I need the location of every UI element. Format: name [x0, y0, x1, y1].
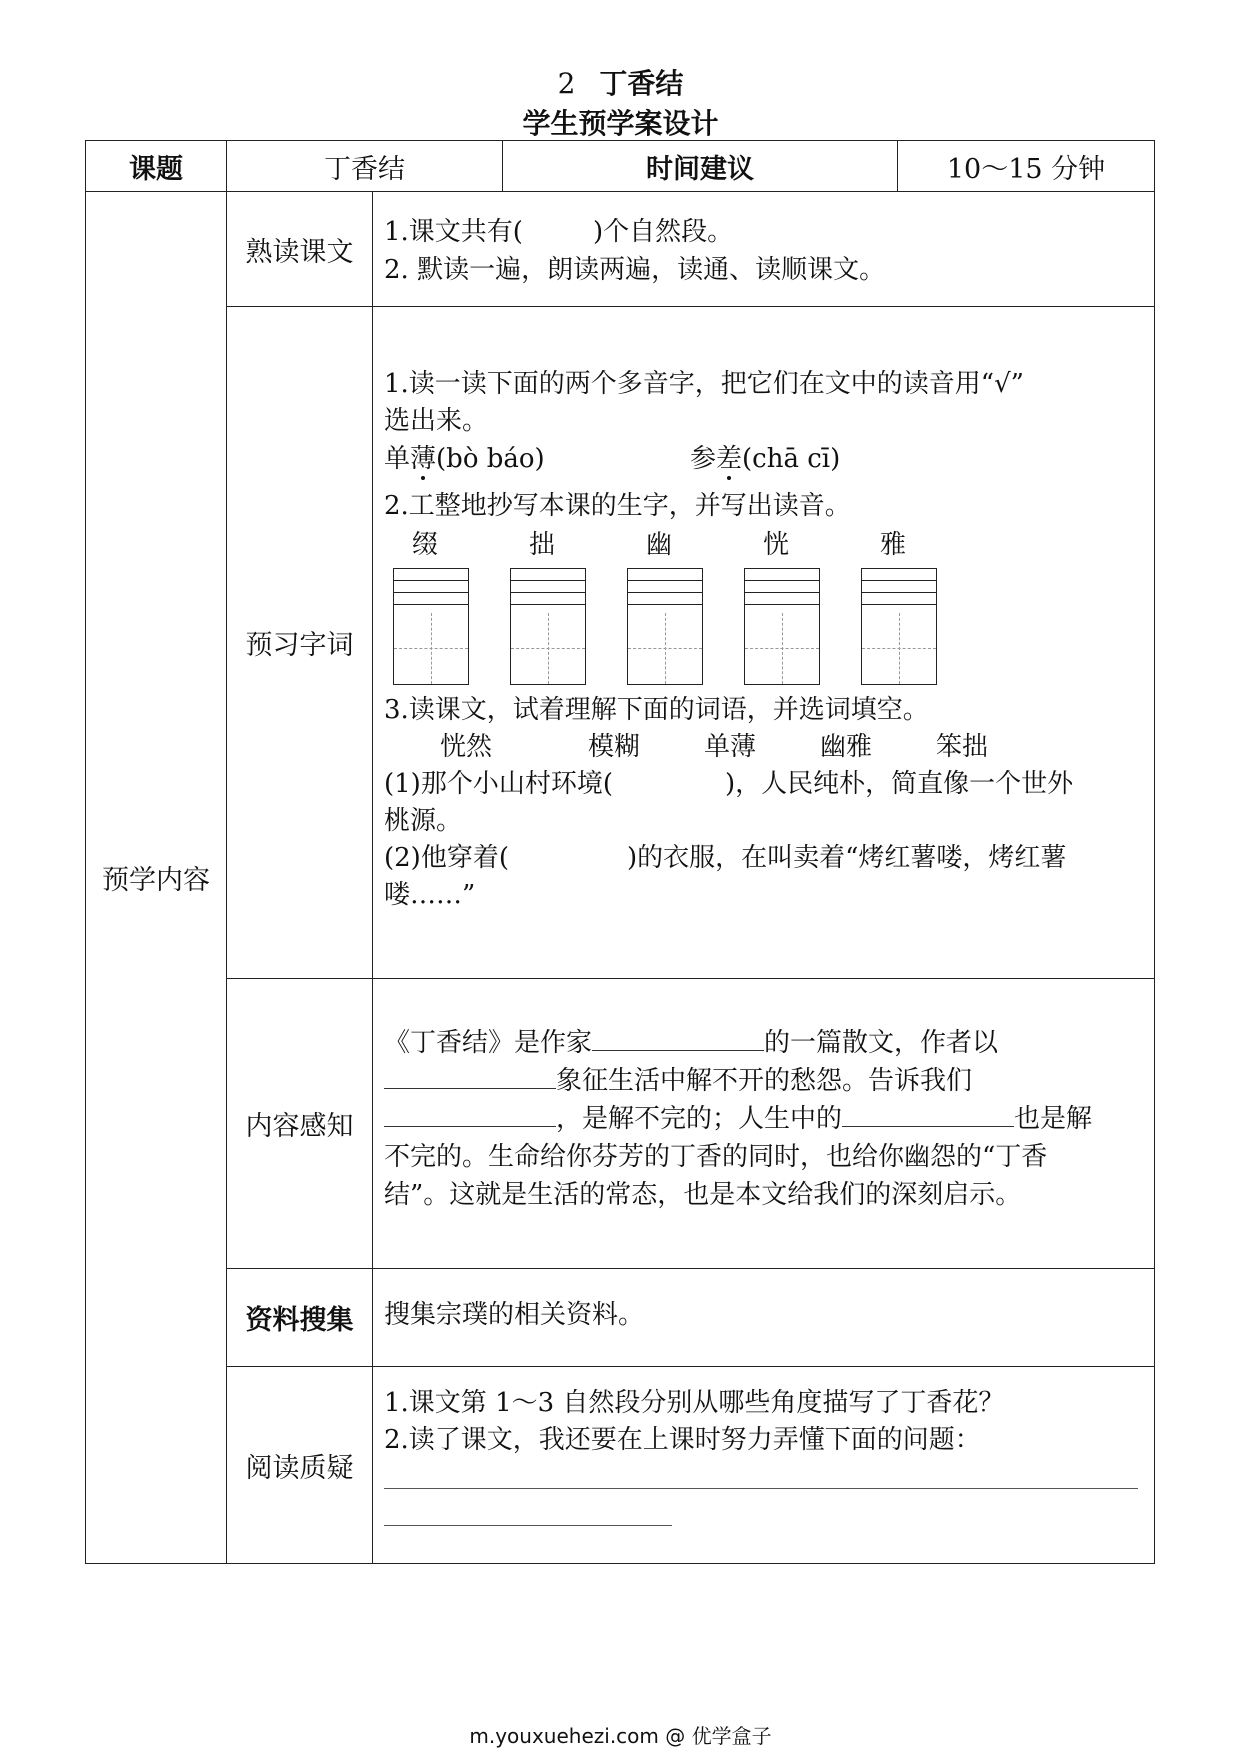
lesson-number: 2: [557, 67, 576, 100]
lesson-title-text: 丁香结: [599, 67, 684, 100]
polyphone-1: 单薄(bò báo): [384, 444, 545, 474]
words-q3: 3.读课文，试着理解下面的词语，并选词填空。: [384, 695, 929, 725]
content-line-1: 《丁香结》是作家 的一篇散文，作者以: [384, 1028, 999, 1058]
writing-box-4[interactable]: [744, 568, 820, 685]
writing-box-2[interactable]: [510, 568, 586, 685]
fill-sentence-1: (1)那个小山村环境( )，人民纯朴，简直像一个世外: [384, 769, 1074, 799]
polyphone-2: 参差(chā cī): [690, 444, 841, 474]
blank-life[interactable]: [842, 1102, 1014, 1127]
research-text: 搜集宗璞的相关资料。: [384, 1300, 645, 1330]
char-5: 雅: [880, 530, 907, 560]
topic-label: 课题: [129, 153, 183, 185]
content-line-4: 不完的。生命给你芬芳的丁香的同时，也给你幽怨的“丁香: [384, 1142, 1048, 1172]
read-line-1: 1.课文共有( )个自然段。: [384, 217, 734, 247]
fill-sentence-2: (2)他穿着( )的衣服，在叫卖着“烤红薯喽，烤红薯: [384, 843, 1067, 873]
section-label-questions: 阅读质疑: [245, 1452, 354, 1484]
word-bank-3: 单薄: [704, 732, 757, 762]
side-label-preview: 预学内容: [102, 865, 210, 896]
writing-box-5[interactable]: [861, 568, 937, 685]
words-q1-line2: 选出来。: [384, 406, 489, 436]
section-label-words: 预习字词: [245, 630, 354, 661]
lesson-title: [0, 62, 1241, 102]
fill-sentence-1-cont: 桃源。: [384, 806, 463, 836]
word-bank-5: 笨拙: [936, 732, 989, 762]
section-label-content: 内容感知: [245, 1111, 354, 1142]
section-label-research: 资料搜集: [245, 1305, 354, 1336]
content-line-3: ，是解不完的；人生中的 也是解: [384, 1101, 1092, 1138]
words-q2: 2.工整地抄写本课的生字，并写出读音。: [384, 491, 851, 521]
worksheet-subtitle: 学生预学案设计: [522, 107, 719, 140]
read-line-2: 2. 默读一遍，朗读两遍，读通、读顺课文。: [384, 255, 886, 285]
questions-line-1: 1.课文第 1～3 自然段分别从哪些角度描写了丁香花？: [384, 1388, 1005, 1418]
time-label: 时间建议: [646, 153, 754, 185]
word-bank-4: 幽雅: [820, 732, 873, 762]
fill-sentence-2-cont: 喽……”: [384, 880, 476, 910]
char-2: 拙: [529, 530, 556, 560]
footer-source: m.youxuehezi.com @ 优学盒子: [469, 1724, 772, 1748]
answer-line-2[interactable]: [384, 1525, 672, 1526]
word-bank-2: 模糊: [588, 732, 641, 762]
section-label-read: 熟读课文: [245, 236, 354, 268]
answer-line-1[interactable]: [384, 1488, 1138, 1489]
word-bank-1: 恍然: [440, 732, 493, 762]
blank-author[interactable]: [592, 1026, 764, 1051]
time-value: 10～15 分钟: [946, 153, 1106, 185]
content-line-5: 结”。这就是生活的常态，也是本文给我们的深刻启示。: [384, 1180, 1022, 1210]
writing-box-1[interactable]: [393, 568, 469, 685]
content-line-2: 象征生活中解不开的愁怨。告诉我们: [384, 1063, 972, 1100]
questions-line-2: 2.读了课文，我还要在上课时努力弄懂下面的问题：: [384, 1425, 981, 1455]
char-1: 缀: [412, 530, 439, 560]
writing-box-3[interactable]: [627, 568, 703, 685]
char-3: 幽: [646, 530, 673, 560]
blank-symbol[interactable]: [384, 1064, 556, 1089]
char-4: 恍: [763, 530, 790, 560]
words-q1-line1: 1.读一读下面的两个多音字，把它们在文中的读音用“√”: [384, 369, 1024, 399]
blank-what[interactable]: [384, 1102, 556, 1127]
topic-value: 丁香结: [324, 153, 405, 185]
